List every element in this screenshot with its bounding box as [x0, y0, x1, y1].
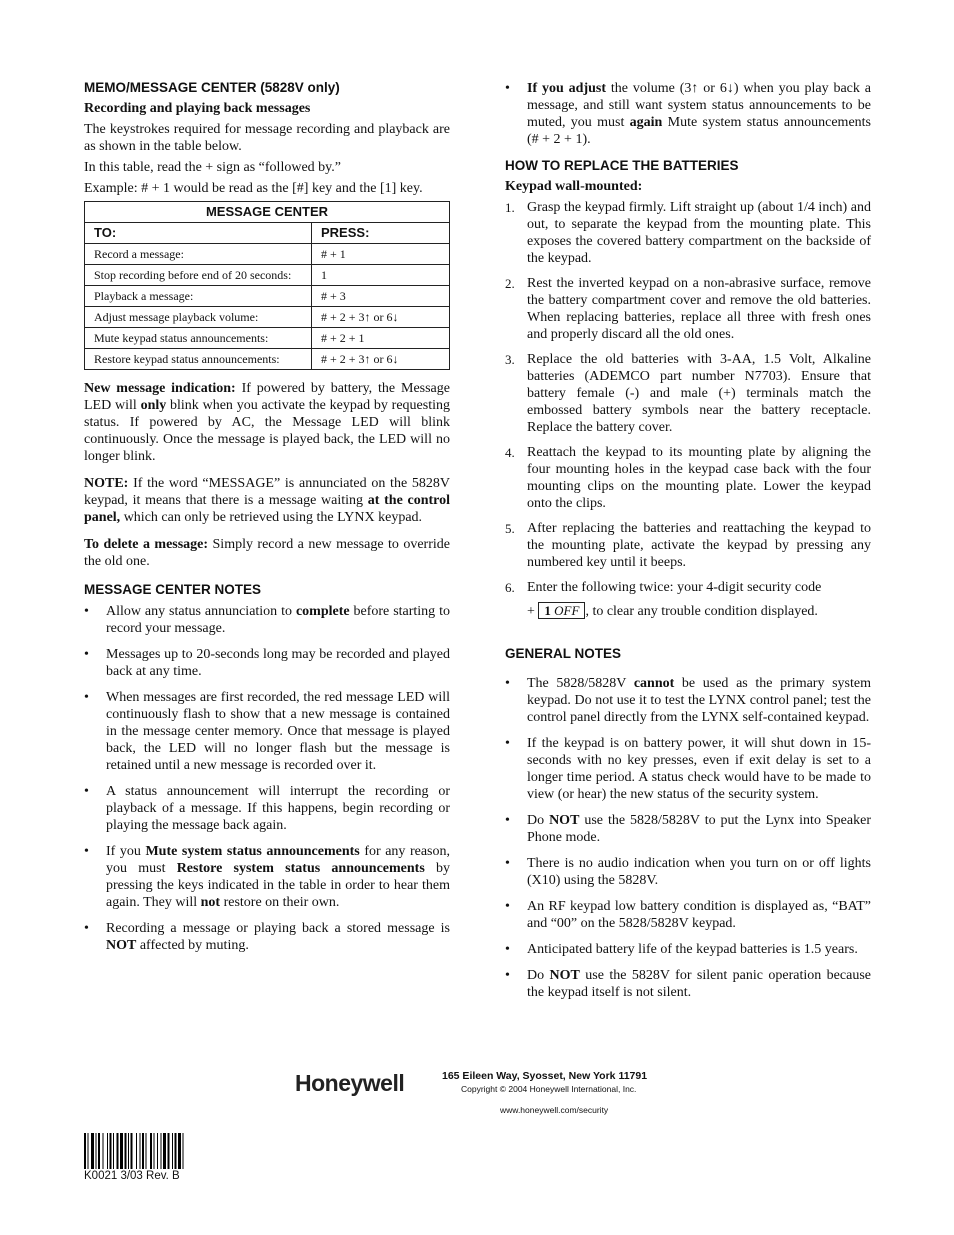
- list-item: [505, 80, 871, 148]
- text: If you: [106, 844, 146, 859]
- barcode-bar: [88, 1133, 89, 1169]
- step-number: 4.: [505, 445, 515, 460]
- barcode-bar: [107, 1133, 108, 1169]
- barcode-bar: [163, 1133, 166, 1169]
- text-bold: at the control panel,: [84, 493, 450, 525]
- new-message-paragraph: [84, 380, 450, 465]
- barcode-bar: [96, 1133, 97, 1169]
- barcode-bar: [84, 1133, 86, 1169]
- battery-steps: [505, 199, 871, 620]
- text: before starting to record your message.: [106, 604, 450, 636]
- memo-heading: MEMO/MESSAGE CENTER (5828V only): [84, 80, 340, 95]
- text: If the keypad is on battery power, it will shut down in 15-seconds with no key presses, even if exit delay is set to a longer time period. A status check would have to be made to view (or hear) the new status of the security system.: [527, 736, 871, 802]
- barcode-icon: [84, 1133, 236, 1169]
- text: Replace the old batteries with 3-AA, 1.5 Volt, Alkaline batteries (ADEMCO part number N7703). Ensure that battery female (-) and male (+) terminals match the embossed battery symbols near the battery receptacle. Replace the battery cover.: [527, 352, 871, 435]
- barcode-bar: [172, 1133, 173, 1169]
- text-bold: NOT: [106, 938, 137, 953]
- text: Reattach the keypad to its mounting plate by aligning the four mounting holes in the keypad case back with the four mounting clips on the mounting plate. Lower the keypad onto the clips.: [527, 445, 871, 511]
- text: Do: [527, 968, 550, 983]
- barcode-bar: [125, 1133, 127, 1169]
- off-key-icon: [538, 602, 585, 619]
- memo-paragraph-3: Example: # + 1 would be read as the [#] key and the [1] key.: [84, 181, 423, 196]
- document-code: K0021 3/03 Rev. B: [84, 1170, 180, 1182]
- table-cell-press: # + 1: [312, 244, 450, 265]
- left-column: [84, 80, 450, 963]
- table-row: [85, 328, 450, 349]
- text: use the 5828/5828V to put the Lynx into Speaker Phone mode.: [527, 813, 871, 845]
- list-item: [84, 603, 450, 637]
- text: blink when you activate the keypad by requesting status. If powered by AC, the Message LED will blink continuously. Once the message is played back, the LED will no longer blink.: [84, 398, 450, 464]
- bullet: •: [84, 784, 89, 799]
- text: If the word “MESSAGE” is annunciated on the 5828V keypad, it means that there is a message waiting: [84, 476, 450, 508]
- barcode-bar: [98, 1133, 100, 1169]
- list-item: [84, 689, 450, 774]
- text: Recording a message or playing back a stored message is: [106, 921, 450, 936]
- table-cell-press: # + 2 + 3↑ or 6↓: [312, 307, 450, 328]
- delete-paragraph: [84, 536, 450, 570]
- list-item: [505, 579, 871, 620]
- text-bold: not: [200, 895, 221, 910]
- memo-subheading: Recording and playing back messages: [84, 101, 311, 116]
- barcode-bar: [178, 1133, 181, 1169]
- plus-sign: +: [527, 604, 535, 619]
- bullet: •: [505, 736, 510, 751]
- barcode-bar: [110, 1133, 112, 1169]
- barcode-bar: [140, 1133, 141, 1169]
- bullet: •: [505, 856, 510, 871]
- notes-list: [84, 603, 450, 954]
- table-cell-to: Adjust message playback volume:: [85, 307, 312, 328]
- list-item: [505, 812, 871, 846]
- barcode-bar: [113, 1133, 114, 1169]
- text: use the 5828V for silent panic operation because the keypad itself is not silent.: [527, 968, 871, 1000]
- text: which can only be retrieved using the LYNX keypad.: [120, 510, 423, 525]
- text-bold: Mute system status announcements: [145, 844, 360, 859]
- table-cell-to: Mute keypad status announcements:: [85, 328, 312, 349]
- memo-paragraph-2: In this table, read the + sign as “followed by.”: [84, 160, 341, 175]
- bullet: •: [84, 690, 89, 705]
- list-item: [84, 646, 450, 680]
- list-item: [84, 920, 450, 954]
- barcode-bar: [103, 1133, 104, 1169]
- list-item: [505, 735, 871, 803]
- text: Do: [527, 813, 550, 828]
- text: Anticipated battery life of the keypad batteries is 1.5 years.: [527, 942, 858, 957]
- text: There is no audio indication when you turn on or off lights (X10) using the 5828V.: [527, 856, 871, 888]
- text-bold: complete: [295, 604, 350, 619]
- list-item: [505, 967, 871, 1001]
- table-cell-to: Record a message:: [85, 244, 312, 265]
- new-message-lead: New message indication:: [84, 381, 236, 396]
- text: by pressing the keys indicated in the table in order to hear them again. They will: [106, 861, 450, 910]
- text-bold: Restore system status announcements: [176, 861, 425, 876]
- list-item: [505, 520, 871, 571]
- barcode-bar: [175, 1133, 177, 1169]
- barcode-bar: [128, 1133, 129, 1169]
- text: be used as the primary system keypad. Do not use it to test the LYNX control panel; test the control panel directly from the LYNX self-contained keypad.: [527, 676, 871, 725]
- bullet: •: [84, 647, 89, 662]
- general-heading: GENERAL NOTES: [505, 646, 622, 661]
- text: After replacing the batteries and reattaching the keypad to the mounting plate, activate the keypad by pressing any numbered key until it beeps.: [527, 521, 871, 570]
- list-item: [505, 855, 871, 889]
- right-column: [505, 80, 871, 1010]
- barcode-bar: [91, 1133, 94, 1169]
- list-item: [505, 351, 871, 436]
- list-item: [505, 898, 871, 932]
- text: If powered by battery, the Message LED will: [84, 381, 450, 413]
- honeywell-logo: Honeywell: [295, 1070, 405, 1096]
- text-bold: NOT: [549, 813, 580, 828]
- list-item: [505, 941, 871, 958]
- barcode-bar: [154, 1133, 155, 1169]
- text: Mute system status announcements (# + 2 + 1).: [527, 115, 871, 147]
- bullet: •: [84, 921, 89, 936]
- text-bold: If you adjust: [527, 81, 607, 96]
- website-link[interactable]: www.honeywell.com/security: [500, 1105, 609, 1115]
- table-cell-to: Restore keypad status announcements:: [85, 349, 312, 370]
- key-number: 1: [544, 603, 551, 618]
- step-number: 5.: [505, 521, 515, 536]
- note-paragraph: [84, 475, 450, 526]
- company-address: 165 Eileen Way, Syosset, New York 11791: [442, 1070, 648, 1082]
- table-cell-press: # + 3: [312, 286, 450, 307]
- list-item: [505, 199, 871, 267]
- step-number: 1.: [505, 200, 515, 215]
- bullet: •: [505, 942, 510, 957]
- table-row: [85, 286, 450, 307]
- note-lead: NOTE:: [84, 476, 129, 491]
- list-item: [84, 843, 450, 911]
- message-center-table: [84, 201, 450, 370]
- step-number: 6.: [505, 580, 515, 595]
- table-cell-press: 1: [312, 265, 450, 286]
- text-bold: NOT: [549, 968, 580, 983]
- text-bold: cannot: [633, 676, 675, 691]
- table-header-to: TO:: [85, 223, 312, 244]
- list-item: [505, 675, 871, 726]
- text-bold: only: [140, 398, 167, 413]
- barcode-bar: [136, 1133, 137, 1169]
- bullet: •: [505, 968, 510, 983]
- text: Enter the following twice: your 4-digit security code: [527, 580, 822, 595]
- text: The 5828/5828V: [527, 676, 634, 691]
- list-item: [505, 444, 871, 512]
- barcode-bar: [157, 1133, 158, 1169]
- text: , to clear any trouble condition displayed.: [585, 604, 818, 619]
- notes-list-continued: [505, 80, 871, 148]
- text: A status announcement will interrupt the recording or playback of a message. If this happens, begin recording or playing the message back again.: [106, 784, 450, 833]
- table-cell-to: Stop recording before end of 20 seconds:: [85, 265, 312, 286]
- text: Allow any status annunciation to: [106, 604, 296, 619]
- barcode-bar: [146, 1133, 147, 1169]
- memo-paragraph-1: The keystrokes required for message recording and playback are as shown in the table below.: [84, 122, 450, 154]
- text: An RF keypad low battery condition is displayed as, “BAT” and “00” on the 5828/5828V keypad.: [527, 899, 871, 931]
- text: affected by muting.: [136, 938, 249, 953]
- table-title: MESSAGE CENTER: [85, 202, 450, 223]
- table-row: [85, 307, 450, 328]
- general-notes-list: [505, 675, 871, 1001]
- bullet: •: [84, 604, 89, 619]
- text: for any reason, you must: [106, 844, 450, 876]
- copyright: Copyright © 2004 Honeywell International, Inc.: [461, 1084, 637, 1094]
- barcode-bar: [131, 1133, 133, 1169]
- bullet: •: [505, 81, 510, 96]
- table-row: [85, 265, 450, 286]
- notes-heading: MESSAGE CENTER NOTES: [84, 582, 262, 597]
- table-cell-press: # + 2 + 3↑ or 6↓: [312, 349, 450, 370]
- key-sequence: [527, 602, 818, 620]
- bullet: •: [84, 844, 89, 859]
- bullet: •: [505, 899, 510, 914]
- table-header-press: PRESS:: [312, 223, 450, 244]
- barcode-bar: [120, 1133, 123, 1169]
- delete-lead: To delete a message:: [84, 537, 209, 552]
- text: the volume (3↑ or 6↓) when you play back a message, and still want system status announcements to be muted, you must: [527, 81, 871, 130]
- table-row: [85, 244, 450, 265]
- step-number: 2.: [505, 276, 515, 291]
- bullet: •: [505, 813, 510, 828]
- text: Messages up to 20-seconds long may be recorded and played back at any time.: [106, 647, 450, 679]
- text: restore on their own.: [220, 895, 340, 910]
- barcode-bar: [183, 1133, 184, 1169]
- barcode-bar: [150, 1133, 152, 1169]
- batteries-subheading: Keypad wall-mounted:: [505, 179, 643, 194]
- barcode-bar: [142, 1133, 144, 1169]
- list-item: [505, 275, 871, 343]
- text: Rest the inverted keypad on a non-abrasive surface, remove the battery compartment cover and remove the old batteries. When replacing batteries, replace all three with fresh ones and properly discard all the old ones.: [527, 276, 871, 342]
- text: Grasp the keypad firmly. Lift straight up (about 1/4 inch) and out, to separate the keypad from the mounting plate. This exposes the covered battery compartment on the backside of the keypad.: [527, 200, 871, 266]
- text: When messages are first recorded, the red message LED will continuously flash to show that a new message is contained in the message center memory. Once that message is played back, the LED will no longer flash but the message is retained until a new message is recorded over it.: [106, 690, 450, 773]
- table-cell-to: Playback a message:: [85, 286, 312, 307]
- step-number: 3.: [505, 352, 515, 367]
- table-cell-press: # + 2 + 1: [312, 328, 450, 349]
- text-bold: again: [629, 115, 663, 130]
- barcode-bar: [161, 1133, 162, 1169]
- batteries-heading: HOW TO REPLACE THE BATTERIES: [505, 158, 739, 173]
- key-label: OFF: [554, 603, 580, 618]
- bullet: •: [505, 676, 510, 691]
- list-item: [84, 783, 450, 834]
- text: Simply record a new message to override the old one.: [84, 537, 450, 569]
- barcode-bar: [168, 1133, 170, 1169]
- barcode-bar: [117, 1133, 119, 1169]
- table-row: [85, 349, 450, 370]
